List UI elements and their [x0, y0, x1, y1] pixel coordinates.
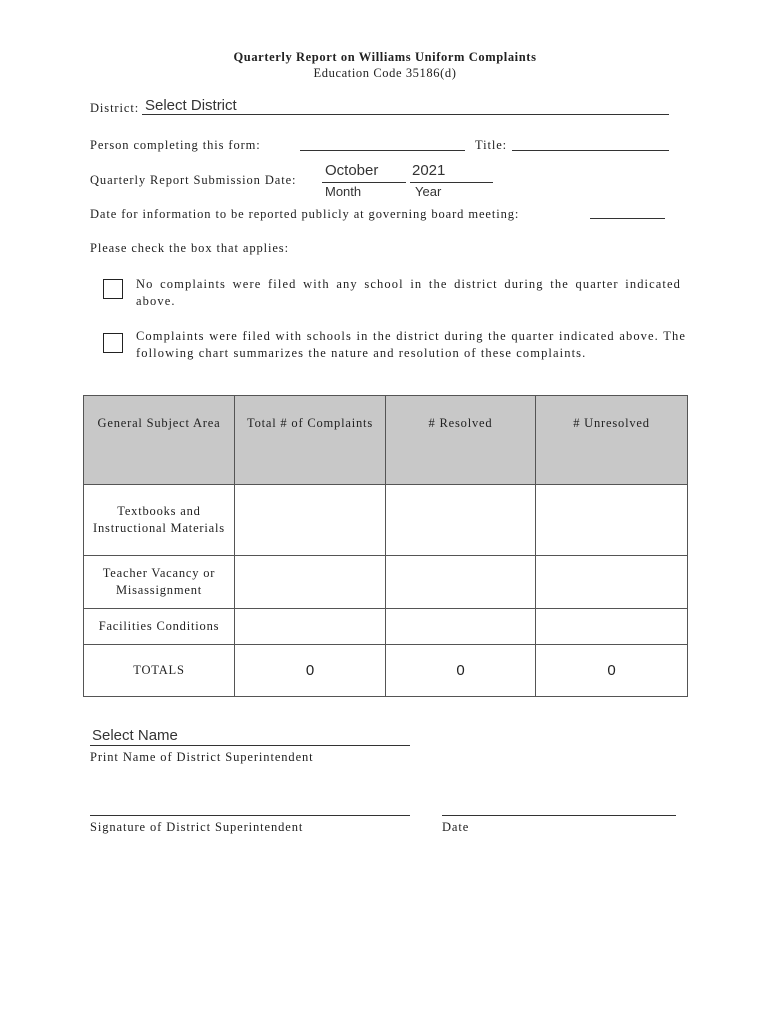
district-line — [142, 114, 669, 115]
year-line — [410, 182, 493, 183]
complaints-filed-checkbox[interactable] — [103, 333, 123, 353]
textbooks-resolved-cell[interactable] — [386, 485, 536, 556]
totals-unresolved-value: 0 — [536, 645, 688, 697]
meeting-date-input[interactable] — [590, 218, 665, 219]
superintendent-name-line — [90, 745, 410, 746]
no-complaints-checkbox[interactable] — [103, 279, 123, 299]
complaints-table — [83, 395, 688, 697]
header-unresolved: # Unresolved — [536, 396, 688, 485]
totals-label: TOTALS — [84, 645, 235, 697]
facilities-total-cell[interactable] — [235, 609, 386, 645]
month-caption: Month — [325, 184, 362, 199]
year-caption: Year — [415, 184, 442, 199]
district-select[interactable]: Select District — [145, 97, 237, 114]
date-line[interactable] — [442, 815, 676, 816]
instructions-text: Please check the box that applies: — [90, 241, 289, 255]
complaints-filed-text: Complaints were filed with schools in the district during the quarter indicated above. The following chart summarizes the nature and resolution of these complaints. — [136, 329, 686, 360]
table-row — [84, 609, 688, 645]
row-area-facilities: Facilities Conditions — [84, 609, 235, 645]
facilities-unresolved-cell[interactable] — [536, 609, 688, 645]
totals-resolved-value: 0 — [386, 645, 536, 697]
textbooks-total-cell[interactable] — [235, 485, 386, 556]
signature-line[interactable] — [90, 815, 410, 816]
totals-row — [84, 645, 688, 697]
superintendent-name-caption: Print Name of District Superintendent — [90, 750, 314, 764]
signature-caption: Signature of District Superintendent — [90, 820, 304, 834]
facilities-resolved-cell[interactable] — [386, 609, 536, 645]
submission-label: Quarterly Report Submission Date: — [90, 173, 297, 187]
row-area-textbooks: Textbooks and Instructional Materials — [84, 485, 235, 556]
district-label: District: — [90, 101, 140, 115]
table-row — [84, 485, 688, 556]
month-select[interactable]: October — [325, 162, 379, 179]
header-subject-area: General Subject Area — [84, 396, 235, 485]
title-input[interactable] — [512, 150, 669, 151]
header-resolved: # Resolved — [386, 396, 536, 485]
row-area-teacher: Teacher Vacancy or Misassignment — [84, 556, 235, 609]
totals-total-value: 0 — [235, 645, 386, 697]
month-line — [322, 182, 406, 183]
title-label: Title: — [475, 138, 508, 152]
teacher-total-cell[interactable] — [235, 556, 386, 609]
date-caption: Date — [442, 820, 470, 834]
header-total: Total # of Complaints — [235, 396, 386, 485]
teacher-unresolved-cell[interactable] — [536, 556, 688, 609]
table-row — [84, 556, 688, 609]
teacher-resolved-cell[interactable] — [386, 556, 536, 609]
year-select[interactable]: 2021 — [412, 162, 446, 179]
textbooks-unresolved-cell[interactable] — [536, 485, 688, 556]
person-label: Person completing this form: — [90, 138, 261, 152]
superintendent-name-select[interactable]: Select Name — [92, 727, 178, 744]
report-subtitle: Education Code 35186(d) — [313, 66, 457, 80]
table-header-row — [84, 396, 688, 485]
meeting-label: Date for information to be reported publicly at governing board meeting: — [90, 207, 520, 221]
no-complaints-text: No complaints were filed with any school in the district during the quarter indicated above. — [136, 277, 681, 308]
report-title: Quarterly Report on Williams Uniform Complaints — [233, 50, 537, 64]
person-input[interactable] — [300, 150, 465, 151]
